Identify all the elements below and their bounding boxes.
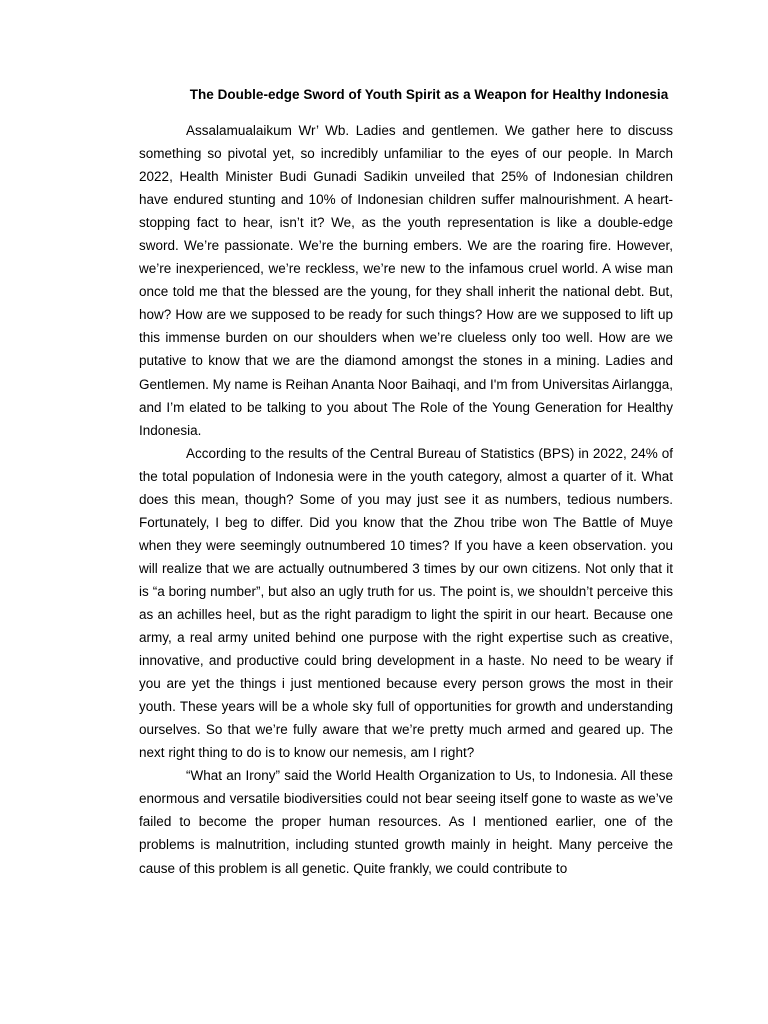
document-page	[139, 86, 673, 880]
document-title: The Double-edge Sword of Youth Spirit as a Weapon for Healthy Indonesia	[189, 87, 669, 102]
paragraph-irony: “What an Irony” said the World Health Organization to Us, to Indonesia. All these enormous and versatile biodiversities could not bear seeing itself gone to waste as we’ve failed to become the proper human resources. As I mentioned earlier, one of the problems is malnutrition, including stunted growth mainly in height. Many perceive the cause of this problem is all genetic. Quite frankly, we could contribute to	[139, 768, 673, 876]
paragraph-statistics: According to the results of the Central Bureau of Statistics (BPS) in 2022, 24% of the total population of Indonesia were in the youth category, almost a quarter of it. What does this mean, though? Some of you may just see it as numbers, tedious numbers. Fortunately, I beg to differ. Did you know that the Zhou tribe won The Battle of Muye when they were seemingly outnumbered 10 times? If you have a keen observation. you will realize that we are actually outnumbered 3 times by our own citizens. Not only that it is “a boring number”, but also an ugly truth for us. The point is, we shouldn’t perceive this as an achilles heel, but as the right paradigm to light the spirit in our heart. Because one army, a real army united behind one purpose with the right expertise such as creative, innovative, and productive could bring development in a haste. No need to be weary if you are yet the things i just mentioned because every person grows the most in their youth. These years will be a whole sky full of opportunities for growth and understanding ourselves. So that we’re fully aware that we’re pretty much armed and geared up. The next right thing to do is to know our nemesis, am I right?	[139, 445, 673, 761]
paragraph-intro: Assalamualaikum Wr’ Wb. Ladies and gentlemen. We gather here to discuss something so pivotal yet, so incredibly unfamiliar to the eyes of our people. In March 2022, Health Minister Budi Gunadi Sadikin unveiled that 25% of Indonesian children have endured stunting and 10% of Indonesian children suffer malnourishment. A heart-stopping fact to hear, isn’t it? We, as the youth representation is like a double-edge sword. We’re passionate. We’re the burning embers. We are the roaring fire. However, we’re inexperienced, we’re reckless, we’re new to the infamous cruel world. A wise man once told me that the blessed are the young, for they shall inherit the national debt. But, how? How are we supposed to be ready for such things? How are we supposed to lift up this immense burden on our shoulders when we’re clueless only too well. How are we putative to know that we are the diamond amongst the stones in a mining. Ladies and Gentlemen. My name is Reihan Ananta Noor Baihaqi, and I'm from Universitas Airlangga, and I’m elated to be talking to you about The Role of the Young Generation for Healthy Indonesia.	[139, 123, 673, 438]
